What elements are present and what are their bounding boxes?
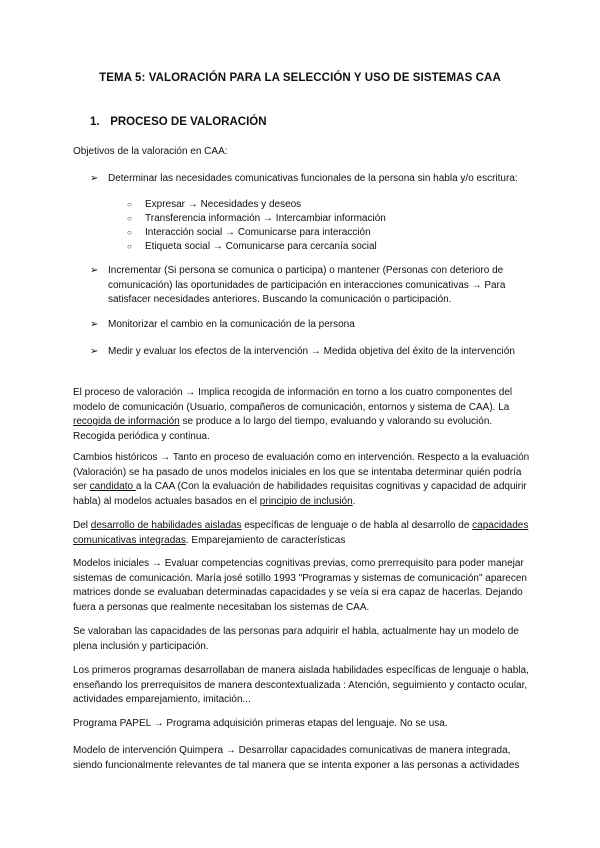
bullet-text: Incrementar (Si persona se comunica o participa) o mantener (Personas con deterioro de comunicación) las oportunidades de participación en interacciones comunicativas → Para satisfacer necesidades anteriores. Buscando la comunicación o participación.	[108, 265, 506, 305]
sub-list-item	[127, 225, 527, 240]
section-heading	[90, 116, 267, 128]
sub-list-item	[127, 211, 527, 226]
bullet-item	[90, 345, 538, 360]
paragraph: Programa PAPEL → Programa adquisición primeras etapas del lenguaje. No se usa.	[73, 718, 448, 729]
bullet-text: Monitorizar el cambio en la comunicación de la persona	[108, 319, 355, 330]
underlined-term: capacidades comunicativas integradas	[73, 520, 529, 546]
arrow-bullet-icon: ➢	[90, 173, 99, 184]
underlined-term: recogida de información	[73, 416, 180, 427]
paragraph: Modelos iniciales → Evaluar competencias cognitivas previas, como prerrequisito para poder manejar sistemas de comunicación. María josé sotillo 1993 "Programas y sistemas de comunicación" aparecen matrices donde se evaluaban determinadas capacidades y se veía si era capaz de hacerlas. Dejando fuera a personas que realmente necesitaban los sistemas de CAA.	[73, 558, 527, 613]
underlined-term: candidato	[89, 481, 136, 492]
paragraph: Los primeros programas desarrollaban de manera aislada habilidades específicas de lenguaje o habla, enseñando los prerrequisitos de manera descontextualizada : Atención, seguimiento y contacto ocular, actividades emparejamiento, imitación...	[73, 665, 529, 705]
bullet-item	[90, 172, 538, 187]
underlined-term: principio de inclusión	[259, 495, 353, 507]
paragraph: Se valoraban las capacidades de las personas para adquirir el habla, actualmente hay un modelo de plena inclusión y participación.	[73, 626, 519, 652]
paragraph: El proceso de valoración → Implica recogida de información en torno a los cuatro componentes del modelo de comunicación (Usuario, compañeros de comunicación, entornos y sistema de CAA). La recogida de información se produce a lo largo del tiempo, evaluando y valorando su evolución. Recogida periódica y continua.	[73, 387, 513, 442]
bullet-item	[90, 264, 538, 308]
circle-bullet-icon: ○	[127, 242, 132, 251]
sub-item-text: Transferencia información → Intercambiar información	[145, 213, 386, 224]
sub-list-item	[127, 239, 527, 254]
bullet-text: Determinar las necesidades comunicativas funcionales de la persona sin habla y/o escritura:	[108, 173, 518, 184]
arrow-bullet-icon: ➢	[90, 319, 99, 330]
objectives-intro: Objetivos de la valoración en CAA:	[73, 146, 228, 157]
paragraph: Cambios históricos → Tanto en proceso de evaluación como en intervención. Respecto a la evaluación (Valoración) se ha pasado de unos modelos iniciales en los que se intentaba determinar quién podría ser candidato a la CAA (Con la evaluación de habilidades requisitas cognitivas y capacidad de adquirir habla) al modelos actuales basados en el principio de inclusión.	[73, 452, 530, 507]
sub-item-text: Etiqueta social → Comunicarse para cercanía social	[145, 241, 377, 252]
underlined-term: desarrollo de habilidades aisladas	[90, 520, 242, 531]
sub-list-item	[127, 197, 527, 212]
circle-bullet-icon: ○	[127, 200, 132, 209]
sub-item-text: Expresar → Necesidades y deseos	[145, 199, 302, 210]
paragraph: Del desarrollo de habilidades aisladas específicas de lenguaje o de habla al desarrollo de capacidades comunicativas integradas. Emparejamiento de características	[73, 520, 529, 546]
section-number: 1.	[90, 116, 100, 128]
section-title: PROCESO DE VALORACIÓN	[110, 116, 267, 128]
paragraph: Modelo de intervención Quimpera → Desarrollar capacidades comunicativas de manera integrada, siendo funcionalmente relevantes de tal manera que se intenta exponer a las personas a actividades	[73, 745, 520, 771]
arrow-bullet-icon: ➢	[90, 346, 99, 357]
document-title: TEMA 5: VALORACIÓN PARA LA SELECCIÓN Y USO DE SISTEMAS CAA	[99, 72, 501, 84]
sub-item-text: Interacción social → Comunicarse para interacción	[145, 227, 371, 238]
bullet-text: Medir y evaluar los efectos de la intervención → Medida objetiva del éxito de la intervención	[108, 346, 515, 357]
arrow-bullet-icon: ➢	[90, 265, 99, 276]
circle-bullet-icon: ○	[127, 214, 132, 223]
circle-bullet-icon: ○	[127, 228, 132, 237]
bullet-item	[90, 318, 538, 333]
